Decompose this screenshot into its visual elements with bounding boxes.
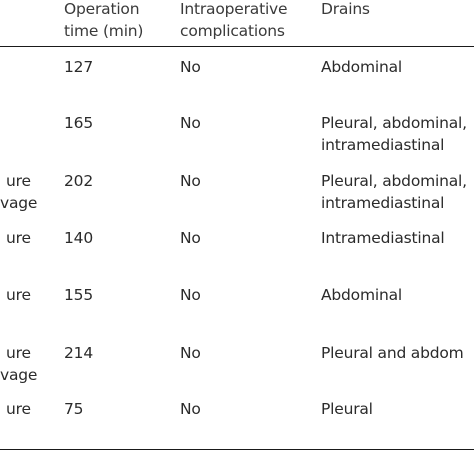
row4-complications: No (180, 229, 201, 247)
row5-time: 155 (64, 286, 93, 304)
row6-left-line1: ure (6, 344, 31, 362)
row7-time: 75 (64, 400, 84, 418)
header-complications-line1: Intraoperative (180, 0, 288, 18)
row3-time: 202 (64, 172, 93, 190)
row2-time: 165 (64, 114, 93, 132)
row3-left-line1: ure (6, 172, 31, 190)
row1-time: 127 (64, 58, 93, 76)
header-operation-time-line1: Operation (64, 0, 140, 18)
row2-complications: No (180, 114, 201, 132)
header-rule (0, 46, 474, 47)
row4-left: ure (6, 229, 31, 247)
bottom-rule (0, 449, 474, 450)
row5-drains: Abdominal (321, 286, 402, 304)
row6-complications: No (180, 344, 201, 362)
row3-drains-line1: Pleural, abdominal, (321, 172, 467, 190)
row7-drains: Pleural (321, 400, 373, 418)
header-drains: Drains (321, 0, 370, 18)
row6-drains: Pleural and abdom (321, 344, 464, 362)
header-operation-time-line2: time (min) (64, 22, 144, 40)
row6-left-line2: vage (0, 366, 38, 384)
row4-drains: Intramediastinal (321, 229, 445, 247)
header-complications-line2: complications (180, 22, 285, 40)
row6-time: 214 (64, 344, 93, 362)
row5-left: ure (6, 286, 31, 304)
row3-left-line2: vage (0, 194, 38, 212)
row1-drains: Abdominal (321, 58, 402, 76)
row2-drains-line2: intramediastinal (321, 136, 445, 154)
row3-drains-line2: intramediastinal (321, 194, 445, 212)
row7-complications: No (180, 400, 201, 418)
row1-complications: No (180, 58, 201, 76)
row5-complications: No (180, 286, 201, 304)
row2-drains-line1: Pleural, abdominal, (321, 114, 467, 132)
row4-time: 140 (64, 229, 93, 247)
row7-left: ure (6, 400, 31, 418)
row3-complications: No (180, 172, 201, 190)
